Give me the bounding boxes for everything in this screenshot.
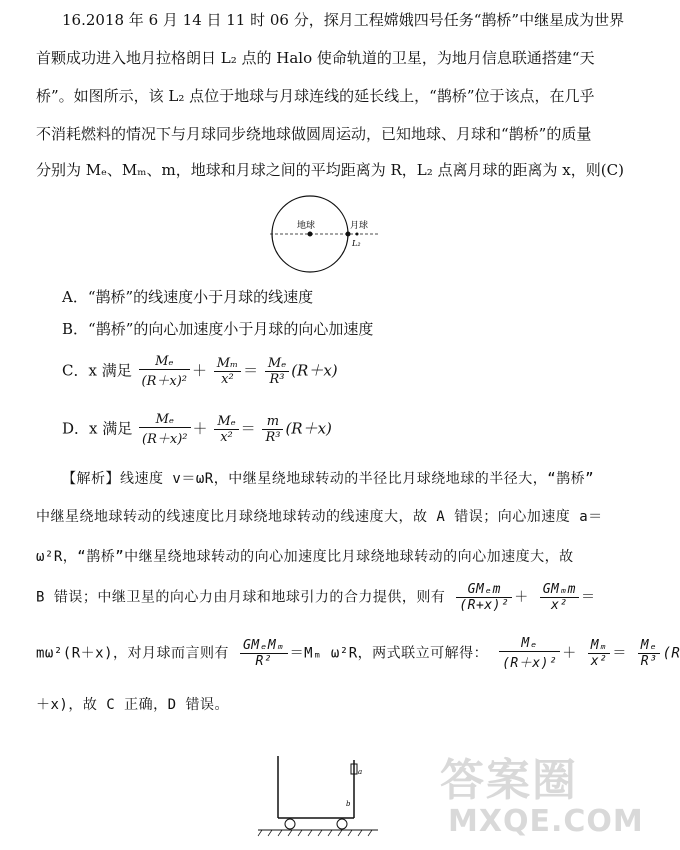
question-line-5: 分别为 Mₑ、Mₘ、m，地球和月球之间的平均距离为 R，L₂ 点离月球的距离为 x，则(C) [36,161,624,179]
earth-moon-orbit-figure [262,196,382,276]
label-a: a [358,768,363,776]
a4-frac2-den: x² [551,598,568,613]
c-frac1-den: (R＋x)² [141,374,187,389]
a4-frac1-num: GMₑm [456,582,512,598]
c-frac3-num: Mₑ [265,356,289,372]
earth-label: 地球 [297,221,316,231]
c-frac1-num: Mₑ [139,354,190,370]
a5-g3-den: R³ [640,654,658,669]
d-frac2-num: Mₑ [214,414,238,430]
c-frac2-num: Mₘ [214,356,241,372]
d-frac3-den: R³ [265,430,281,445]
question-line-2: 首颗成功进入地月拉格朗日 L₂ 点的 Halo 使命轨道的卫星，为地月信息联通搭建“天 [36,49,595,67]
analysis-line-5-mid: ＝Mₘ ω²R，两式联立可解得： [289,645,489,662]
l2-dot [356,233,359,236]
a5-g1-den: (R＋x)² [502,656,558,671]
earth-dot [308,232,313,237]
moon-label: 月球 [350,221,369,231]
left-wheel [285,819,295,829]
cart-figure [258,752,378,838]
question-line-4: 不消耗燃料的情况下与月球同步绕地球做圆周运动，已知地球、月球和“鹊桥”的质量 [36,125,592,143]
analysis-line-3: ω²R，“鹊桥”中继星绕地球转动的向心加速度比月球绕地球转动的向心加速度大，故 [36,549,574,565]
c-frac3-den: R³ [269,372,285,387]
question-line-3: 桥”。如图所示，该 L₂ 点位于地球与月球连线的延长线上，“鹊桥”位于该点，在几乎 [36,87,595,105]
c-tail: (R＋x) [291,361,338,380]
analysis-line-2: 中继星绕地球转动的线速度比月球绕地球转动的线速度大，故 A 错误；向心加速度 a＝ [36,509,603,525]
c-frac2-den: x² [221,372,234,387]
a5-g3-num: Mₑ [638,638,661,654]
a4-frac1-den: (R+x)² [459,598,510,613]
label-b: b [346,800,351,808]
watermark-url: MXQE.COM [448,804,644,839]
analysis-line-4: B 错误；中继卫星的向心力由月球和地球引力的合力提供，则有 $\frac{\text{GMₑm}}{\text{(R+x)²}}$ ＋ $\frac{\text{GMₘm}}{\text{x²}}$ ＝ [36,582,596,613]
option-d: D．x 满足 $\frac{\text{Mₑ}}{\text{(R＋x)²}}$ ＋ $\frac{\text{Mₑ}}{\text{x²}}$ ＝ $\frac{m}{\text{R³}}$ (R＋x) [62,412,332,447]
analysis-line-5: mω²(R＋x)，对月球而言则有 $\frac{\text{GMₑMₘ}}{\text{R²}}$ ＝Mₘ ω²R，两式联立可解得： $\frac{\text{Mₑ}}{\text{(R＋x)²}}$ ＋ $\frac{\text{Mₘ}}{\text{x²}}$ ＝ $\frac{\text{Mₑ}}{\text{R³}}$ (R [36,636,680,671]
d-frac2-den: x² [220,430,233,445]
option-d-prefix: D．x 满足 [62,419,133,438]
option-b: B．“鹊桥”的向心加速度小于月球的向心加速度 [62,320,374,338]
analysis-line-5-text: mω²(R＋x)，对月球而言则有 [36,645,230,662]
question-line-1: 16.2018 年 6 月 14 日 11 时 06 分，探月工程嫦娥四号任务“鹊桥”中继星成为世界 [62,11,625,29]
a5-frac-den: R² [255,654,273,669]
analysis-line-1: 【解析】线速度 v＝ωR，中继星绕地球转动的半径比月球绕地球的半径大，“鹊桥” [62,471,595,487]
d-frac1-num: Mₑ [139,412,190,428]
l2-label: L₂ [352,239,361,248]
d-tail: (R＋x) [285,419,332,438]
a5-g1-num: Mₑ [499,636,560,652]
a5-g2-den: x² [590,654,608,669]
d-frac1-den: (R＋x)² [142,432,188,447]
analysis-line-4-text: B 错误；中继卫星的向心力由月球和地球引力的合力提供，则有 [36,589,446,606]
d-frac3-num: m [262,414,283,430]
watermark-logo: 答案圈 [440,755,578,806]
option-c: C．x 满足 $\frac{\text{Mₑ}}{\text{(R＋x)²}}$ ＋ $\frac{\text{Mₘ}}{\text{x²}}$ ＝ $\frac{\text{Mₑ}}{\text{R³}}$ (R＋x) [62,354,338,389]
analysis-line-6: ＋x)，故 C 正确，D 错误。 [36,697,230,713]
analysis-line-5-tail: (R [662,645,680,662]
option-c-prefix: C．x 满足 [62,361,132,380]
moon-dot [346,232,351,237]
a5-frac-num: GMₑMₘ [240,638,288,654]
a4-frac2-num: GMₘm [540,582,579,598]
right-wheel [337,819,347,829]
option-a: A．“鹊桥”的线速度小于月球的线速度 [62,288,314,306]
a5-g2-num: Mₘ [588,638,611,654]
